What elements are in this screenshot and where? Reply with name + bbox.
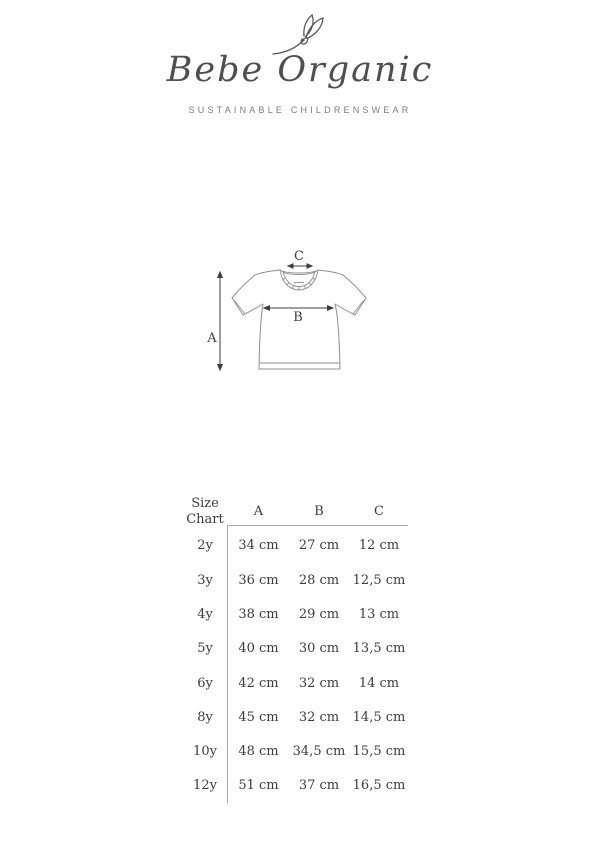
column-header-c: C	[374, 504, 384, 520]
cell-c: 13,5 cm	[352, 641, 406, 657]
cell-c: 12 cm	[358, 538, 400, 554]
cell-a: 51 cm	[238, 778, 279, 794]
cell-c: 12,5 cm	[352, 572, 406, 588]
row-size-label: 2y	[197, 538, 213, 554]
row-size-label: 8y	[197, 709, 213, 725]
brand-wordmark: Bebe Organic	[166, 50, 434, 90]
cell-b: 32 cm	[298, 675, 340, 691]
cell-b: 37 cm	[298, 778, 340, 794]
cell-b: 30 cm	[298, 641, 340, 657]
row-size-label: 6y	[197, 675, 213, 691]
cell-a: 38 cm	[238, 606, 279, 622]
row-size-label: 5y	[197, 641, 213, 657]
size-chart-table	[183, 495, 410, 803]
brand-tagline: SUSTAINABLE CHILDRENSWEAR	[188, 105, 412, 115]
cell-a: 34 cm	[238, 538, 279, 554]
cell-c: 14 cm	[358, 675, 400, 691]
cell-b: 27 cm	[298, 538, 340, 554]
cell-b: 29 cm	[298, 606, 340, 622]
cell-c: 16,5 cm	[352, 778, 406, 794]
cell-a: 36 cm	[238, 572, 279, 588]
diagram-label-c: C	[294, 249, 304, 264]
column-header-b: B	[314, 504, 324, 520]
measure-arrow-a	[218, 272, 223, 370]
diagram-label-b: B	[293, 310, 303, 325]
cell-b: 34,5 cm	[292, 744, 346, 760]
row-size-label: 4y	[197, 606, 213, 622]
column-header-a: A	[253, 504, 264, 520]
cell-c: 13 cm	[358, 606, 400, 622]
tshirt-measurement-diagram	[200, 248, 375, 383]
cell-c: 14,5 cm	[352, 709, 406, 725]
cell-b: 28 cm	[298, 572, 340, 588]
row-size-label: 10y	[193, 744, 217, 760]
diagram-label-a: A	[207, 331, 217, 346]
cell-b: 32 cm	[298, 709, 340, 725]
cell-a: 40 cm	[238, 641, 279, 657]
table-title: Size Chart	[186, 496, 224, 527]
cell-a: 42 cm	[238, 675, 279, 691]
row-size-label: 3y	[197, 572, 213, 588]
row-size-label: 12y	[193, 778, 217, 794]
cell-c: 15,5 cm	[352, 744, 406, 760]
cell-a: 48 cm	[238, 744, 279, 760]
cell-a: 45 cm	[238, 709, 279, 725]
measure-arrow-c	[288, 264, 312, 268]
